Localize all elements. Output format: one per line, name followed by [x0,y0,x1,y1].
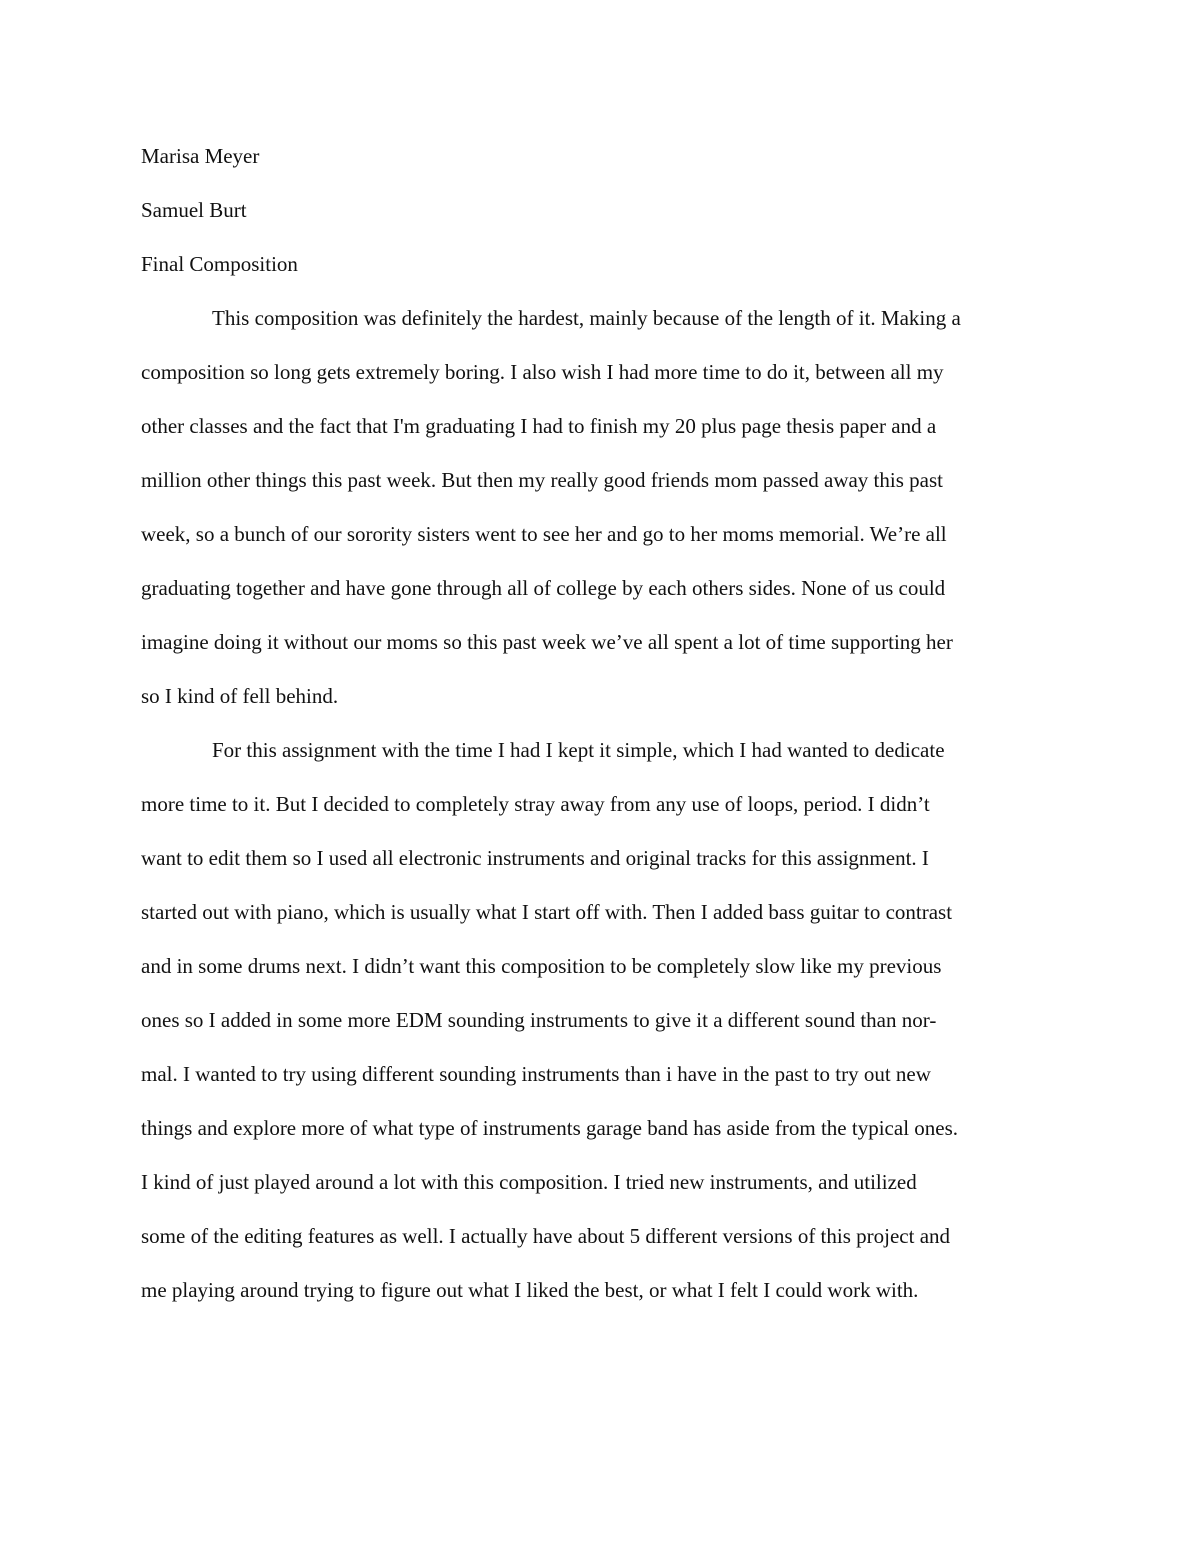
paragraph-line: million other things this past week. But then my really good friends mom passed away this past [141,468,943,492]
paragraph-line: composition so long gets extremely boring. I also wish I had more time to do it, between all my [141,360,944,384]
paragraph-line: imagine doing it without our moms so this past week we’ve all spent a lot of time supporting her [141,630,953,654]
paragraph-line: ones so I added in some more EDM sounding instruments to give it a different sound than nor- [141,1008,937,1032]
document-body [141,129,1061,1317]
paragraph-1 [141,291,1061,723]
paragraph-line: week, so a bunch of our sorority sisters went to see her and go to her moms memorial. We’re all [141,522,947,546]
paragraph-line: me playing around trying to figure out what I liked the best, or what I felt I could work with. [141,1278,919,1302]
paragraph-line: started out with piano, which is usually what I start off with. Then I added bass guitar to contrast [141,900,953,924]
paragraph-line: This composition was definitely the hardest, mainly because of the length of it. Making a [212,306,961,330]
paragraph-line: and in some drums next. I didn’t want this composition to be completely slow like my previous [141,954,942,978]
paragraph-line: I kind of just played around a lot with this composition. I tried new instruments, and utilized [141,1170,917,1194]
paragraph-line: so I kind of fell behind. [141,684,339,708]
paragraph-line: other classes and the fact that I'm graduating I had to finish my 20 plus page thesis paper and a [141,414,937,438]
paragraph-line: want to edit them so I used all electronic instruments and original tracks for this assignment. I [141,846,929,870]
paragraph-line: more time to it. But I decided to completely stray away from any use of loops, period. I didn’t [141,792,930,816]
paragraph-line: things and explore more of what type of instruments garage band has aside from the typical ones. [141,1116,959,1140]
author-name: Marisa Meyer [141,144,260,168]
paragraph-line: graduating together and have gone through all of college by each others sides. None of us could [141,576,946,600]
paragraph-line: some of the editing features as well. I actually have about 5 different versions of this project and [141,1224,951,1248]
instructor-name: Samuel Burt [141,198,247,222]
assignment-title: Final Composition [141,252,298,276]
paragraph-line: For this assignment with the time I had I kept it simple, which I had wanted to dedicate [212,738,945,762]
paragraph-line: mal. I wanted to try using different sounding instruments than i have in the past to try out new [141,1062,931,1086]
paragraph-2 [141,723,1061,1317]
